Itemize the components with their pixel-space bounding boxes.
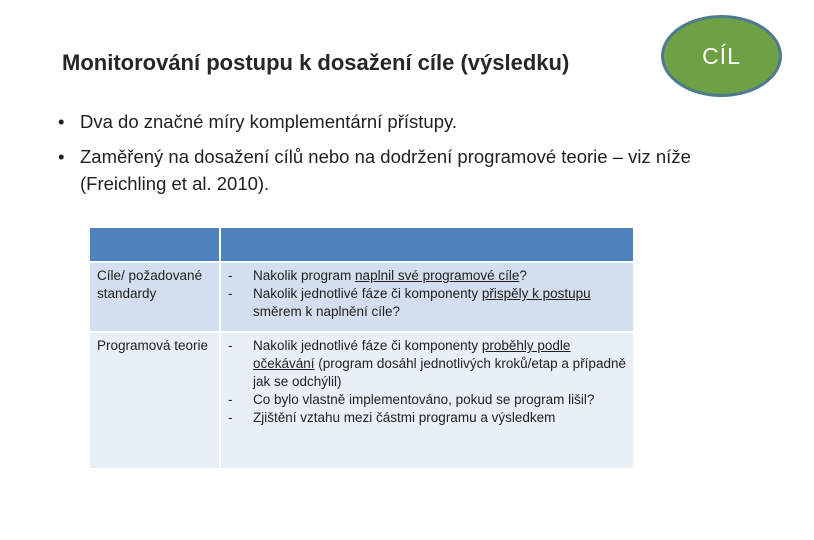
- list-item: - Zjištění vztahu mezi částmi programu a výsledkem: [228, 410, 556, 425]
- list-item: - Nakolik jednotlivé fáze či komponenty přispěly k postupu směrem k naplnění cíle?: [228, 286, 591, 319]
- row-label: Cíle/ požadované standardy: [90, 262, 220, 332]
- bullet-item: [58, 143, 758, 197]
- dash-icon: -: [228, 392, 233, 407]
- slide-title: Monitorování postupu k dosažení cíle (výsledku): [62, 50, 570, 75]
- bullet-item: [58, 108, 758, 135]
- dash-icon: -: [228, 410, 233, 425]
- bullet-icon: •: [58, 146, 65, 167]
- goal-badge-label: CÍL: [702, 42, 741, 69]
- bullet-text: Zaměřený na dosažení cílů nebo na dodržení programové teorie – viz níže (Freichling et al. 2010).: [80, 146, 691, 194]
- bullet-text: Dva do značné míry komplementární přístupy.: [80, 111, 458, 132]
- table-header-row: [90, 228, 633, 262]
- dash-icon: -: [228, 338, 233, 353]
- list-item: - Nakolik jednotlivé fáze či komponenty proběhly podle očekávání (program dosáhl jednotlivých kroků/etap a případně jak se odchýlil): [228, 338, 626, 389]
- row-content: [220, 332, 633, 468]
- table-header-cell: [90, 228, 220, 262]
- dash-icon: -: [228, 286, 233, 301]
- bullet-icon: •: [58, 111, 65, 132]
- row-content: [220, 262, 633, 332]
- table-row: [90, 332, 633, 468]
- monitoring-table: [90, 228, 633, 468]
- table-row: [90, 262, 633, 332]
- list-item: - Nakolik program naplnil své programové cíle?: [228, 268, 527, 283]
- row-label: Programová teorie: [90, 332, 220, 468]
- list-item: - Co bylo vlastně implementováno, pokud se program lišil?: [228, 392, 595, 407]
- table-header-cell: [220, 228, 633, 262]
- goal-badge: [661, 15, 782, 97]
- bullet-list: [58, 108, 758, 205]
- dash-icon: -: [228, 268, 233, 283]
